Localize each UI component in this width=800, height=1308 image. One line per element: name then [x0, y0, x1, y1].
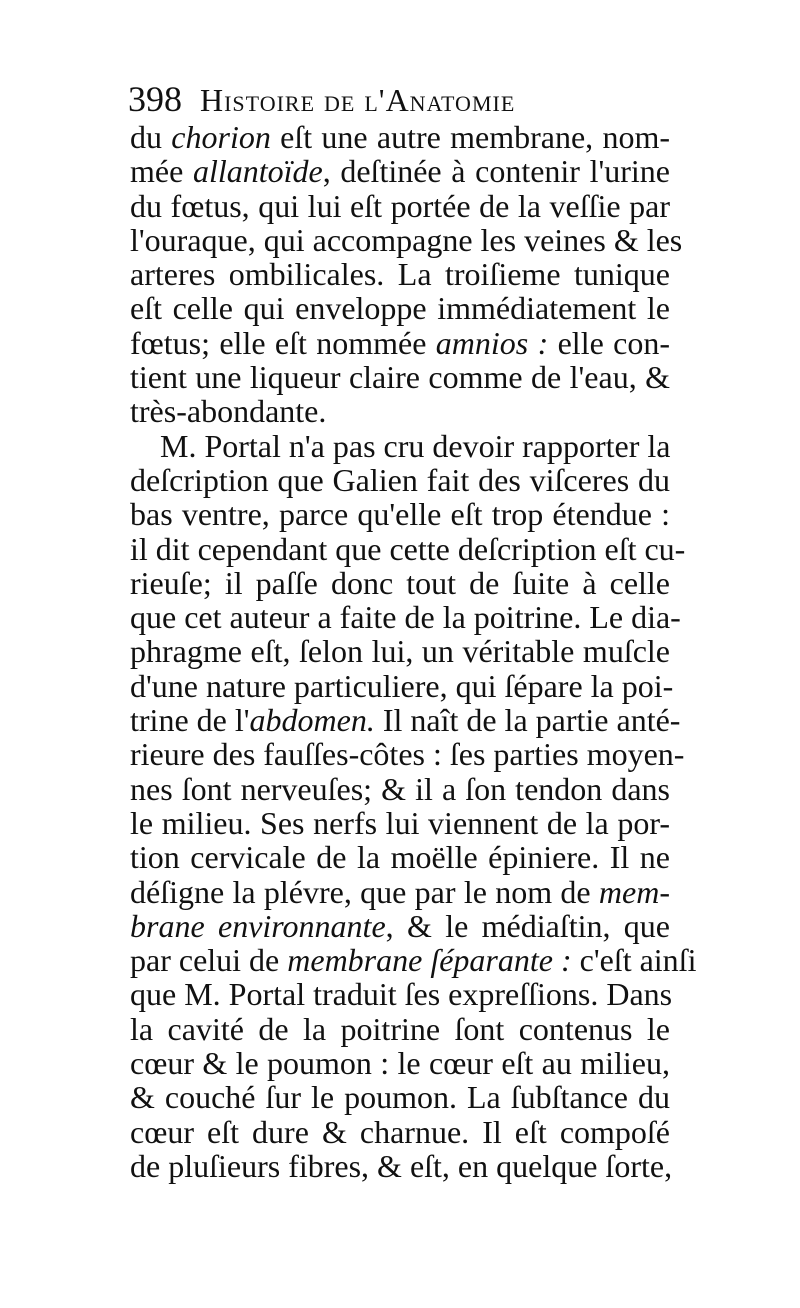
text-line	[130, 1046, 670, 1080]
text-line	[130, 326, 670, 360]
text-line	[130, 806, 670, 840]
text-line	[130, 772, 670, 806]
text-run: Il naît de la partie anté-	[374, 702, 681, 739]
text-run: que M. Portal traduit ſes expreſſions. Dans	[130, 976, 673, 1013]
text-line	[130, 221, 683, 258]
italic-text: brane environnante	[130, 907, 386, 944]
text-run: , deſtinée à contenir l'urine	[322, 153, 670, 190]
text-line	[130, 634, 670, 668]
text-line	[130, 291, 670, 325]
italic-text: membrane ſéparante :	[287, 942, 572, 979]
text-line	[130, 1012, 670, 1046]
text-line	[130, 667, 674, 704]
text-line	[130, 1080, 670, 1114]
text-run: , & le médiaſtin, que	[385, 907, 670, 944]
text-line	[130, 530, 686, 567]
text-run: arteres ombilicales. La troiſieme tunique	[130, 256, 670, 293]
text-run: du	[130, 119, 172, 155]
text-run: eſt une autre membrane, nom-	[270, 119, 671, 155]
text-line	[130, 702, 681, 739]
text-run: trine de l'	[130, 702, 250, 739]
text-line	[130, 840, 670, 874]
text-line	[130, 875, 670, 909]
body-text	[130, 119, 697, 1184]
italic-text: allantoïde	[192, 153, 323, 190]
text-line	[130, 976, 673, 1013]
text-run: eſt celle qui enveloppe immédiatement le	[130, 290, 670, 327]
text-line	[130, 566, 670, 600]
text-run: bas ventre, parce qu'elle eſt trop étendue :	[130, 496, 670, 533]
running-header	[128, 78, 688, 118]
text-line	[130, 1115, 670, 1149]
text-line	[130, 942, 697, 979]
text-run: tion cervicale de la moëlle épiniere. Il ne	[130, 839, 670, 876]
text-line	[130, 429, 670, 463]
text-run: phragme eſt, ſelon lui, un véritable muſcle	[130, 633, 670, 670]
text-run: cœur eſt dure & charnue. Il eſt compoſé	[130, 1113, 670, 1150]
text-line	[130, 257, 670, 291]
text-line	[130, 909, 670, 943]
text-run: que cet auteur a faite de la poitrine. Le dia-	[130, 599, 681, 636]
text-line	[130, 120, 670, 154]
text-run: le milieu. Ses nerfs lui viennent de la por-	[130, 804, 670, 841]
text-line	[130, 599, 681, 636]
text-run: elle con-	[548, 324, 671, 361]
text-run: deſcription que Galien fait des viſceres du	[130, 461, 670, 498]
italic-text: abdomen.	[249, 702, 375, 739]
text-run: cœur & le poumon : le cœur eſt au milieu,	[130, 1045, 670, 1082]
page-number: 398	[128, 79, 182, 119]
text-line	[130, 360, 670, 394]
text-line	[130, 736, 685, 773]
italic-text: amnios :	[435, 324, 549, 361]
text-run: l'ouraque, qui accompagne les veines & les	[130, 221, 683, 258]
text-run: fœtus; elle eſt nommée	[130, 324, 436, 361]
text-run: & couché ſur le poumon. La ſubſtance du	[130, 1079, 670, 1116]
text-run: la cavité de la poitrine ſont contenus le	[130, 1010, 670, 1047]
text-run: M. Portal n'a pas cru devoir rapporter la	[160, 427, 671, 464]
text-run: de pluſieurs fibres, & eſt, en quelque ſorte,	[130, 1147, 673, 1184]
text-run: déſigne la plévre, que par le nom de	[130, 873, 599, 910]
italic-text: chorion	[171, 119, 271, 155]
text-line	[130, 394, 670, 428]
text-run: tient une liqueur claire comme de l'eau, &	[130, 359, 670, 396]
text-line	[130, 463, 670, 497]
text-run: il dit cependant que cette deſcription eſt cu-	[130, 530, 686, 567]
text-line	[130, 154, 670, 188]
text-line	[130, 1147, 673, 1184]
text-run: par celui de	[130, 942, 288, 979]
text-line	[130, 189, 670, 223]
text-run: c'eſt ainſi	[571, 942, 697, 979]
text-run: nes ſont nerveuſes; & il a ſon tendon dans	[130, 770, 670, 807]
italic-text: mem-	[598, 873, 670, 910]
text-line	[130, 497, 670, 531]
text-run: rieuſe; il paſſe donc tout de ſuite à celle	[130, 564, 670, 601]
text-run: d'une nature particuliere, qui ſépare la poi-	[130, 667, 674, 704]
text-run: rieure des fauſſes-côtes : ſes parties moyen-	[130, 736, 685, 773]
text-run: mée	[130, 153, 193, 190]
text-run: du fœtus, qui lui eſt portée de la veſſie par	[130, 187, 670, 224]
running-title: Histoire de l'Anatomie	[200, 82, 516, 118]
text-run: très-abondante.	[130, 393, 327, 430]
